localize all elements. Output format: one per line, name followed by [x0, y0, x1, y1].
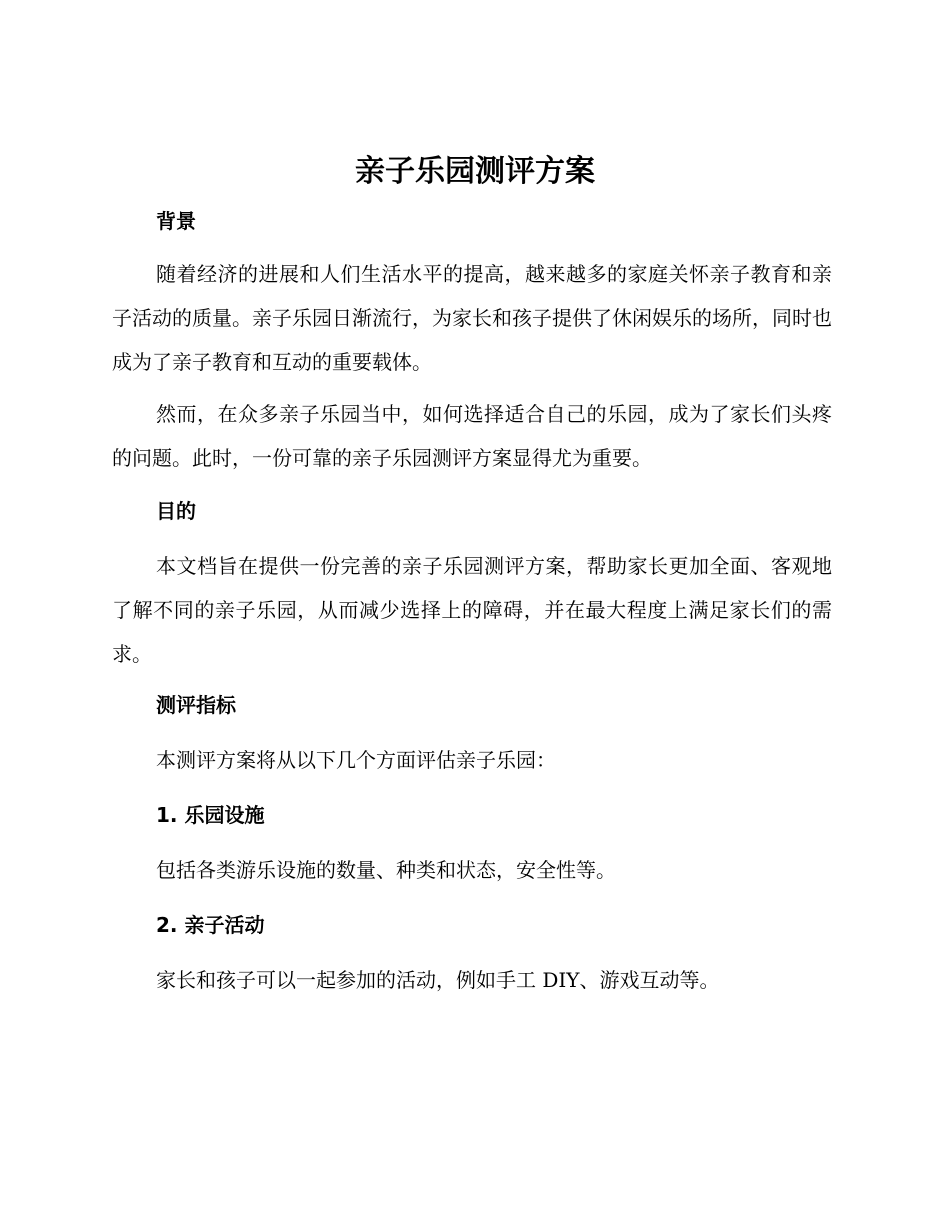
- indicator-heading-facilities: 1. 乐园设施: [156, 803, 265, 827]
- indicator-heading-activities: 2. 亲子活动: [156, 913, 265, 937]
- background-paragraph-1: 随着经济的进展和人们生活水平的提高，越来越多的家庭关怀亲子教育和亲子活动的质量。亲子乐园日渐流行，为家长和孩子提供了休闲娱乐的场所，同时也成为了亲子教育和互动的重要载体。: [112, 262, 832, 374]
- section-heading-indicators: 测评指标: [156, 693, 236, 717]
- indicator-text-facilities: 包括各类游乐设施的数量、种类和状态，安全性等。: [156, 858, 616, 882]
- purpose-paragraph: 本文档旨在提供一份完善的亲子乐园测评方案，帮助家长更加全面、客观地了解不同的亲子乐园，从而减少选择上的障碍，并在最大程度上满足家长们的需求。: [112, 554, 832, 666]
- section-heading-background: 背景: [156, 209, 196, 233]
- indicator-text-activities: 家长和孩子可以一起参加的活动，例如手工 DIY、游戏互动等。: [156, 968, 720, 992]
- document-title: 亲子乐园测评方案: [355, 154, 595, 189]
- background-paragraph-2: 然而，在众多亲子乐园当中，如何选择适合自己的乐园，成为了家长们头疼的问题。此时，一份可靠的亲子乐园测评方案显得尤为重要。: [112, 402, 832, 470]
- section-heading-purpose: 目的: [156, 499, 196, 523]
- indicators-intro: 本测评方案将从以下几个方面评估亲子乐园：: [156, 748, 556, 772]
